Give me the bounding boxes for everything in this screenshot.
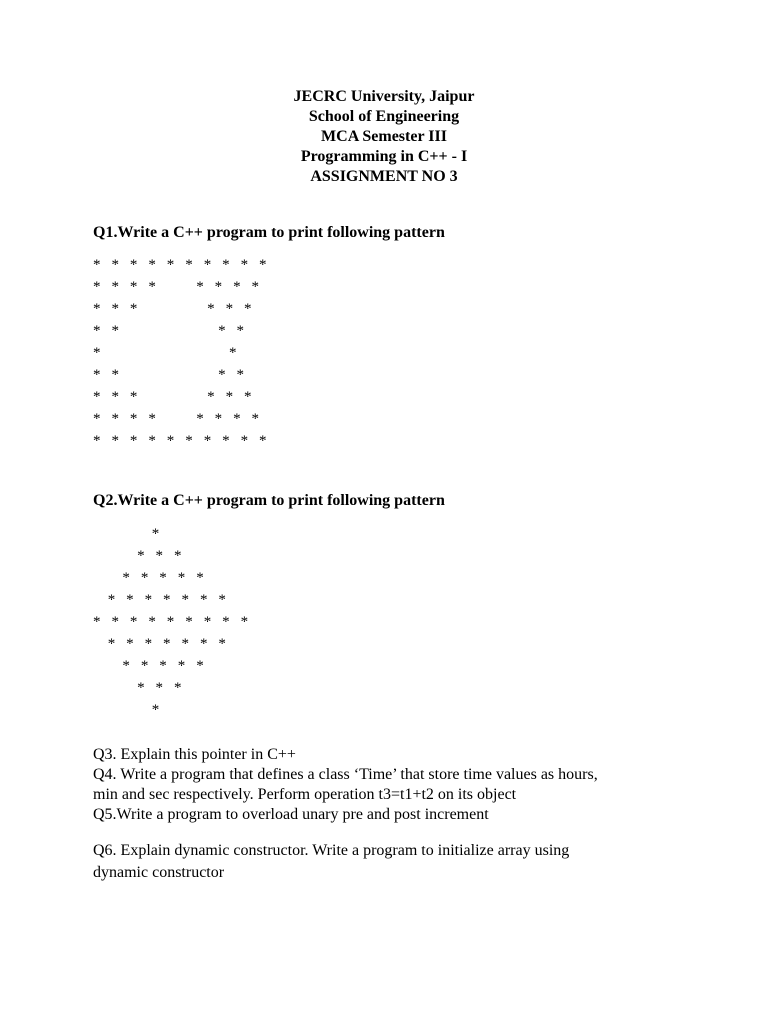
q4-text-line2: min and sec respectively. Perform operation t3=t1+t2 on its object (93, 786, 517, 803)
pattern-row: * * * * * * * (93, 592, 230, 608)
q5-text: Q5.Write a program to overload unary pre and post increment (93, 806, 489, 823)
pattern-row: * * * * * * (93, 301, 256, 317)
q3-text: Q3. Explain this pointer in C++ (93, 746, 296, 763)
document-header (0, 87, 768, 187)
pattern-row: * * * * * (93, 658, 208, 674)
pattern-row: * * * * * * * * * * (93, 257, 271, 273)
pattern-row: * * * * * * (93, 389, 256, 405)
pattern-row: * * * * * * * * (93, 411, 263, 427)
pattern-row: * * * * * * * (93, 636, 230, 652)
pattern-row: * * * * * (93, 570, 208, 586)
q2-heading: Q2.Write a C++ program to print following pattern (93, 492, 445, 509)
pattern-row: * * * (93, 680, 186, 696)
school-name: School of Engineering (308, 108, 460, 125)
q6-block (93, 840, 713, 884)
q6-text-line1: Q6. Explain dynamic constructor. Write a program to initialize array using (93, 842, 570, 859)
pattern-row: * * * * (93, 323, 248, 339)
pattern-row: * (93, 526, 163, 542)
course-title: Programming in C++ - I (300, 148, 468, 165)
pattern-row: * * * * * * * * * (93, 614, 252, 630)
q2-pattern (93, 523, 252, 721)
pattern-row: * * * * * * * * * * (93, 433, 271, 449)
q4-text-line1: Q4. Write a program that defines a class ‘Time’ that store time values as hours, (93, 766, 598, 783)
pattern-row: * * * * (93, 367, 248, 383)
pattern-row: * * * (93, 548, 186, 564)
q1-heading: Q1.Write a C++ program to print following pattern (93, 224, 445, 241)
pattern-row: * * * * * * * * (93, 279, 263, 295)
pattern-row: * * (93, 345, 241, 361)
q6-text-line2: dynamic constructor (93, 864, 225, 881)
q1-pattern (93, 254, 270, 452)
university-name: JECRC University, Jaipur (293, 88, 475, 105)
questions-block (93, 745, 713, 825)
semester-title: MCA Semester III (321, 128, 447, 145)
pattern-row: * (93, 702, 163, 718)
assignment-title: ASSIGNMENT NO 3 (310, 168, 458, 185)
